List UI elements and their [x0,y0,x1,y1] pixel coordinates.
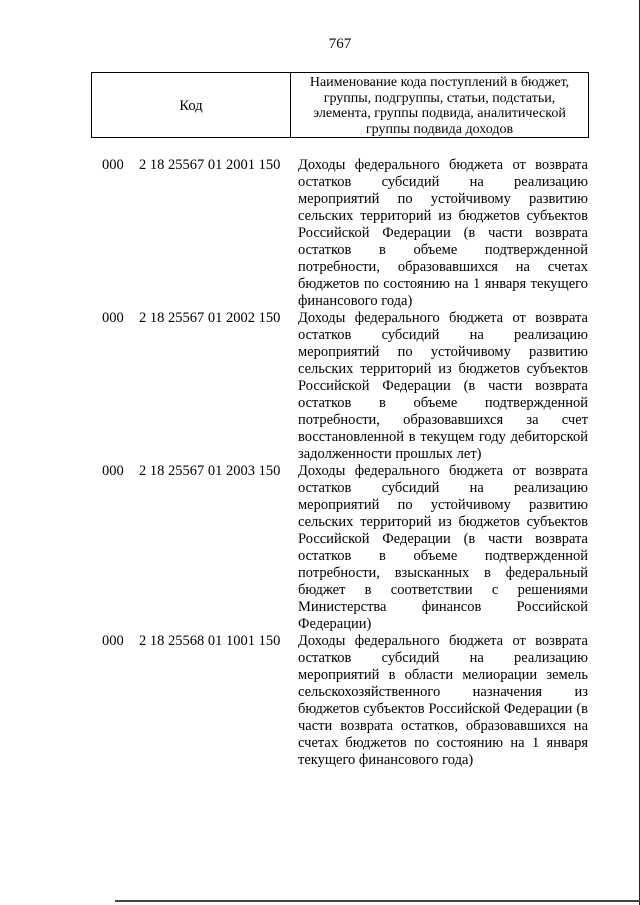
admin-code: 000 [102,633,124,649]
revenue-description: Доходы федерального бюджета от возврата остатков субсидий на реализацию мероприятий по устойчивому развитию сельских территорий из бюджетов субъектов Российской Федерации (в части возврата остатков в объеме подтвержденной потребности, взысканных в федеральный бюджет в соответствии с решениями Министерства финансов Российской Федерации) [298,463,588,632]
admin-code: 000 [102,157,124,173]
table-header [91,72,589,138]
table-row [0,157,640,310]
table-row [0,310,640,463]
revenue-description: Доходы федерального бюджета от возврата остатков субсидий на реализацию мероприятий в области мелиорации земель сельскохозяйственного назначения из бюджетов субъектов Российской Федерации (в части возврата остатков, образовавшихся на счетах бюджетов по состоянию на 1 января текущего финансового года) [298,633,588,768]
page-bottom-edge [115,900,640,902]
header-name-cell: Наименование кода поступлений в бюджет, группы, подгруппы, статьи, подстатьи, элемента, группы подвида, аналитической группы подвида доходов [309,75,570,137]
revenue-code: 2 18 25567 01 2002 150 [139,310,281,326]
revenue-description: Доходы федерального бюджета от возврата остатков субсидий на реализацию мероприятий по устойчивому развитию сельских территорий из бюджетов субъектов Российской Федерации (в части возврата остатков в объеме подтвержденной потребности, образовавшихся за счет восстановленной в текущем году дебиторской задолженности прошлых лет) [298,310,588,462]
admin-code: 000 [102,310,124,326]
revenue-code: 2 18 25568 01 1001 150 [139,633,281,649]
table-row [0,633,640,769]
header-code-cell: Код [92,73,291,137]
page-number: 767 [328,36,352,52]
revenue-code: 2 18 25567 01 2003 150 [139,463,281,479]
revenue-code: 2 18 25567 01 2001 150 [139,157,281,173]
table-body [0,157,640,769]
revenue-description: Доходы федерального бюджета от возврата остатков субсидий на реализацию мероприятий по устойчивому развитию сельских территорий из бюджетов субъектов Российской Федерации (в части возврата остатков в объеме подтвержденной потребности, образовавшихся на счетах бюджетов по состоянию на 1 января текущего финансового года) [298,157,588,309]
admin-code: 000 [102,463,124,479]
table-row [0,463,640,633]
